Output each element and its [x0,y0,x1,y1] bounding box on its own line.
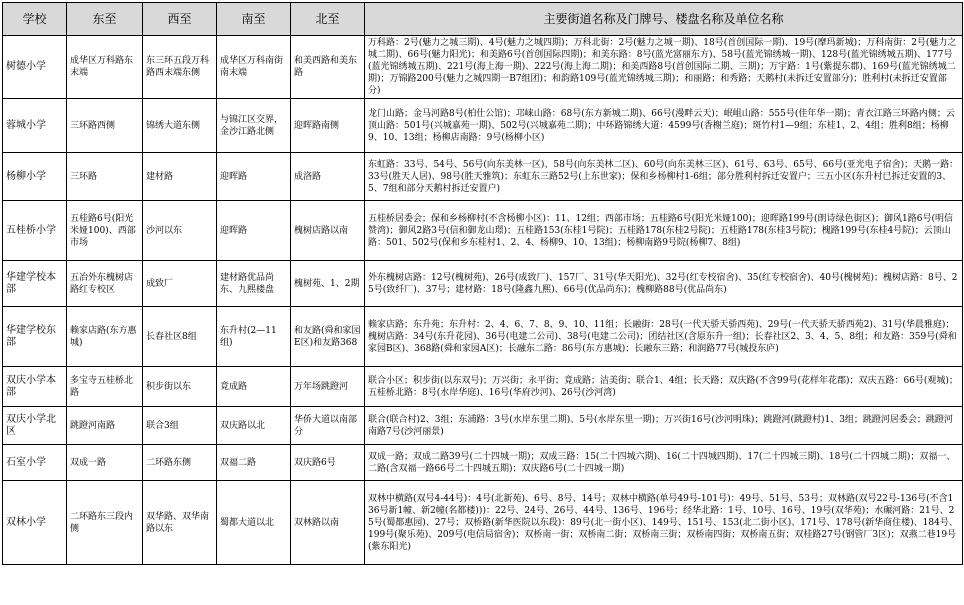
header-row [3,3,963,36]
west-boundary: 联合3组 [143,407,217,445]
table-row [3,367,963,407]
west-boundary: 沙河以东 [143,201,217,261]
school-name: 树德小学 [3,36,67,99]
header-detail: 主要街道名称及门牌号、楼盘名称及单位名称 [365,3,963,36]
school-name: 双庆小学北区 [3,407,67,445]
table-row [3,36,963,99]
header-west: 西至 [143,3,217,36]
north-boundary: 双林路以南 [291,481,365,565]
school-name: 五桂桥小学 [3,201,67,261]
school-name: 蓉城小学 [3,99,67,153]
school-name: 双林小学 [3,481,67,565]
east-boundary: 成华区万科路东末端 [67,36,143,99]
school-name: 杨柳小学 [3,153,67,201]
street-detail: 龙门山路；金马河路8号(柏仕公馆)；邛崃山路：68号(东方新城二期)、66号(漫畔云天)；岷岨山路：555号(佳年华一期)；青衣江路三环路内侧；云顶山路：501号(兴城嘉苑一期)、502号(兴城嘉苑二期)；中环路锦绣大道：4599号(香榭兰庭)；斑竹村1—9组；东桂1、2、4组；胜利8组；杨柳9、10、13组；杨柳店南路：9号(杨柳小区) [365,99,963,153]
school-district-table [2,2,963,565]
east-boundary: 二环路东三段内侧 [67,481,143,565]
south-boundary: 东升村(2—11组) [217,307,291,367]
south-boundary: 蜀都大道以北 [217,481,291,565]
east-boundary: 五桂路6号(阳光米娅100)、西部市场 [67,201,143,261]
east-boundary: 多宝寺五桂桥北路 [67,367,143,407]
south-boundary: 与锦江区交界，金沙江路北侧 [217,99,291,153]
street-detail: 外东槐树店路：12号(槐树苑)、26号(成致厂)、157厂、31号(华天阳光)、32号(红专校宿舍)、35(红专校宿舍)、40号(槐树苑)；槐树店路：8号、25号(致纤厂)、37号；建材路：18号(隆鑫九熙)、66号(优品尚东)；槐柳路88号(优品尚东) [365,261,963,307]
table-row [3,261,963,307]
west-boundary: 积步街以东 [143,367,217,407]
north-boundary: 和美西路和美东路 [291,36,365,99]
north-boundary: 成洛路 [291,153,365,201]
south-boundary: 迎晖路 [217,153,291,201]
street-detail: 万科路：2号(魅力之城三期)、4号(魅力之城四期)；万科北街：2号(魅力之城一期)、18号(首创国际一期)、19号(摩玛新城)；万科南街：2号(魅力之城二期)、66号(魅力阳光)；和美路6号(首创国际四期)；和美东路：8号(蓝光富丽东方)、58号(蓝光锦绣城一期)、128号(蓝光锦绣城五期)、177号(蓝光锦绣城五期)、221号(海上海一期)、222号(海上海二期)；和美西路8号(首创国际二期、三期)；万宇路：1号(紫提东郡)、169号(蓝光锦绣城二期)；万锦路200号(魅力之城四期一B7组团)；和韵路109号(蓝光锦绣城三期)；和丽路；和秀路；天鹅村(未拆迁安置部分)；胜利村(未拆迁安置部分) [365,36,963,99]
north-boundary: 迎晖路南侧 [291,99,365,153]
south-boundary: 建材路优品尚东、九熙楼盘 [217,261,291,307]
west-boundary: 长春社区8组 [143,307,217,367]
table-row [3,201,963,261]
header-north: 北至 [291,3,365,36]
street-detail: 联合(联合村)2、3组；东浦路：3号(水岸东里二期)、5号(水岸东里一期)；万兴街16号(沙河明珠)；跳蹬河(跳蹬村)1、3组；跳蹬河居委会；跳蹬河南路7号(沙河丽景) [365,407,963,445]
street-detail: 双林中横路(双号4-44号)：4号(北新苑)、6号、8号、14号；双林中横路(单号49号-101号)：49号、51号、53号；双林路(双号22号-136号(不含136号新1幢、新2幢(名都楼)))：22号、24号、26号、44号、136号、196号；经华北路：1号、10号、16号、19号(双华苑)；水碾河路：21号、25号(蜀都惠园)、27号；双桥路(新华医院以东段)：89号(北一街小区)、149号、151号、153(北二街小区)、171号、178号(新华商住楼)、184号、199号(聚乐苑)、209号(电信局宿舍)；双桥南一街；双桥南二街；双桥南三街；双桥南四街；双桥南五街；双桂路27号(钢管厂3区)；双燕二巷19号(紫东阳光) [365,481,963,565]
west-boundary: 东三环五段万科路西末端东侧 [143,36,217,99]
east-boundary: 五冶外东槐树店路红专校区 [67,261,143,307]
east-boundary: 三环路西侧 [67,99,143,153]
street-detail: 双成一路；双成二路39号(二十四城一期)；双成三路：15(二十四城六期)、16(二十四城四期)、17(二十四城三期)、18号(二十四城二期)；双福一、二路(含双福一路66号二十四城五期)；双庆路6号(二十四城一期) [365,445,963,481]
header-school: 学校 [3,3,67,36]
street-detail: 五桂桥居委会；保和乡杨柳村(不含杨柳小区)：11、12组；西部市场；五桂路6号(阳光米娅100)；迎晖路199号(朗诗绿色街区)；御风1路6号(明信赞湾)；御风2路3号(信和御龙山璟)；五桂路153(东桂1号院)；五桂路178(东桂2号院)；五桂路178(东桂3号院)；槐路199号(东桂4号院)；云顶山路：501、502号(保和乡东桂村1、2、4、杨柳9、10、13组)；杨柳南路9号院(杨柳7、8组) [365,201,963,261]
north-boundary: 万年场跳蹬河 [291,367,365,407]
header-south: 南至 [217,3,291,36]
header-east: 东至 [67,3,143,36]
west-boundary: 双华路、双华南路以东 [143,481,217,565]
north-boundary: 华侨大道以南部分 [291,407,365,445]
school-name: 双庆小学本部 [3,367,67,407]
school-name: 华建学校本部 [3,261,67,307]
table-row [3,445,963,481]
south-boundary: 竟成路 [217,367,291,407]
table-row [3,407,963,445]
west-boundary: 成致厂 [143,261,217,307]
north-boundary: 和友路(舜和家园E区)和友路368 [291,307,365,367]
street-detail: 联合小区；积步街(以东双号)；万兴街；永平街；竟成路；洁美街；联合1、4组；长天路；双庆路(不含99号(花样年花郡)；双庆五路：66号(观城)；五桂桥北路：8号(水岸华庭)、16号(华府沙河)、26号(沙河湾) [365,367,963,407]
east-boundary: 跳蹬河南路 [67,407,143,445]
west-boundary: 建材路 [143,153,217,201]
south-boundary: 成华区万科南街南末端 [217,36,291,99]
south-boundary: 双庆路以北 [217,407,291,445]
school-name: 石室小学 [3,445,67,481]
table-row [3,153,963,201]
south-boundary: 迎晖路 [217,201,291,261]
east-boundary: 双成一路 [67,445,143,481]
west-boundary: 锦绣大道东侧 [143,99,217,153]
table-row [3,99,963,153]
north-boundary: 槐树苑、1、2期 [291,261,365,307]
table-row [3,307,963,367]
school-name: 华建学校东部 [3,307,67,367]
west-boundary: 二环路东侧 [143,445,217,481]
street-detail: 赖家店路；东升苑；东升村：2、4、6、7、8、9、10、11组；长融街：28号(一代天骄天骄西苑)、29号(一代天骄天骄西苑2)、31号(华晨雅庭)；槐树店路：34号(东升花园)、36号(电建二公司)、38号(电建二公司)；团结社区(含原东升一组)；长春社区2、3、4、5、8组；和友路：359号(舜和家园B区)、368路(舜和家园A区)；长融东二路：86号(东方惠城)；长融东三路；和润路77号(城投东庐) [365,307,963,367]
table-row [3,481,963,565]
east-boundary: 赖家店路(东方惠城) [67,307,143,367]
north-boundary: 双庆路6号 [291,445,365,481]
street-detail: 东虹路：33号、54号、56号(向东美林一区)、58号(向东美林二区)、60号(向东美林三区)、61号、63号、65号、66号(亚光电子宿舍)；天鹅一路：33号(胜天人居)、98号(胜天雅筑)；东虹东三路52号(上东世家)；保和乡杨柳村1-6组；部分胜利村拆迁安置户；三五小区(东升村已拆迁安置的3、5、7组和部分天鹅村拆迁安置户) [365,153,963,201]
north-boundary: 槐树店路以南 [291,201,365,261]
east-boundary: 三环路 [67,153,143,201]
south-boundary: 双福二路 [217,445,291,481]
